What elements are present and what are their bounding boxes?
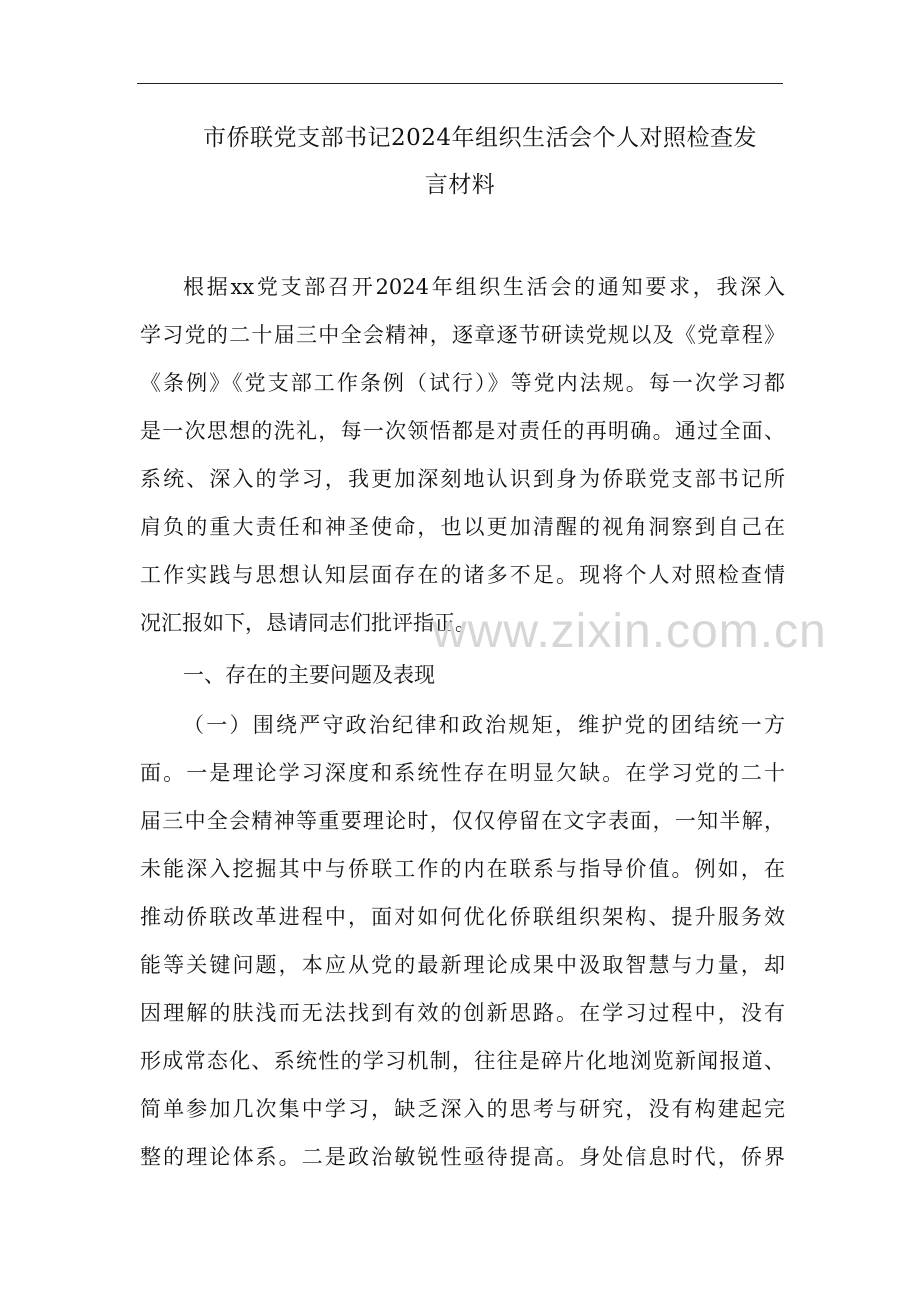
body-line-19: 整的理论体系。二是政治敏锐性亟待提高。身处信息时代，侨界: [140, 1145, 785, 1169]
body-line-10: （一）围绕严守政治纪律和政治规矩，维护党的团结统一方: [183, 713, 785, 737]
body-line-8: 况汇报如下，恳请同志们批评指正。: [140, 611, 476, 635]
document-title-line-2: 言材料: [424, 172, 496, 198]
header-rule: [137, 83, 783, 84]
body-line-7: 工作实践与思想认知层面存在的诸多不足。现将个人对照检查情: [140, 563, 785, 587]
watermark-text: www.zixin.com.cn: [432, 605, 827, 658]
body-line-2: 学习党的二十届三中全会精神，逐章逐节研读党规以及《党章程》: [140, 323, 785, 347]
body-line-11: 面。一是理论学习深度和系统性存在明显欠缺。在学习党的二十: [140, 761, 785, 785]
body-line-18: 简单参加几次集中学习，缺乏深入的思考与研究，没有构建起完: [140, 1097, 785, 1121]
body-line-1: 根据xx党支部召开2024年组织生活会的通知要求，我深入: [183, 275, 785, 299]
body-line-12: 届三中全会精神等重要理论时，仅仅停留在文字表面，一知半解，: [140, 809, 785, 833]
body-line-6: 肩负的重大责任和神圣使命，也以更加清醒的视角洞察到自己在: [140, 515, 785, 539]
body-line-13: 未能深入挖掘其中与侨联工作的内在联系与指导价值。例如，在: [140, 857, 785, 881]
body-line-15: 能等关键问题，本应从党的最新理论成果中汲取智慧与力量，却: [140, 953, 785, 977]
document-title-line-1: 市侨联党支部书记2024年组织生活会个人对照检查发: [202, 125, 758, 151]
body-line-17: 形成常态化、系统性的学习机制，往往是碎片化地浏览新闻报道、: [140, 1049, 785, 1073]
body-line-16: 因理解的肤浅而无法找到有效的创新思路。在学习过程中，没有: [140, 1001, 785, 1025]
section-heading: 一、存在的主要问题及表现: [183, 663, 435, 687]
body-line-4: 是一次思想的洗礼，每一次领悟都是对责任的再明确。通过全面、: [140, 419, 785, 443]
body-line-14: 推动侨联改革进程中，面对如何优化侨联组织架构、提升服务效: [140, 905, 785, 929]
body-line-3: 《条例》《党支部工作条例（试行）》等党内法规。每一次学习都: [140, 371, 785, 395]
body-line-5: 系统、深入的学习，我更加深刻地认识到身为侨联党支部书记所: [140, 467, 785, 491]
